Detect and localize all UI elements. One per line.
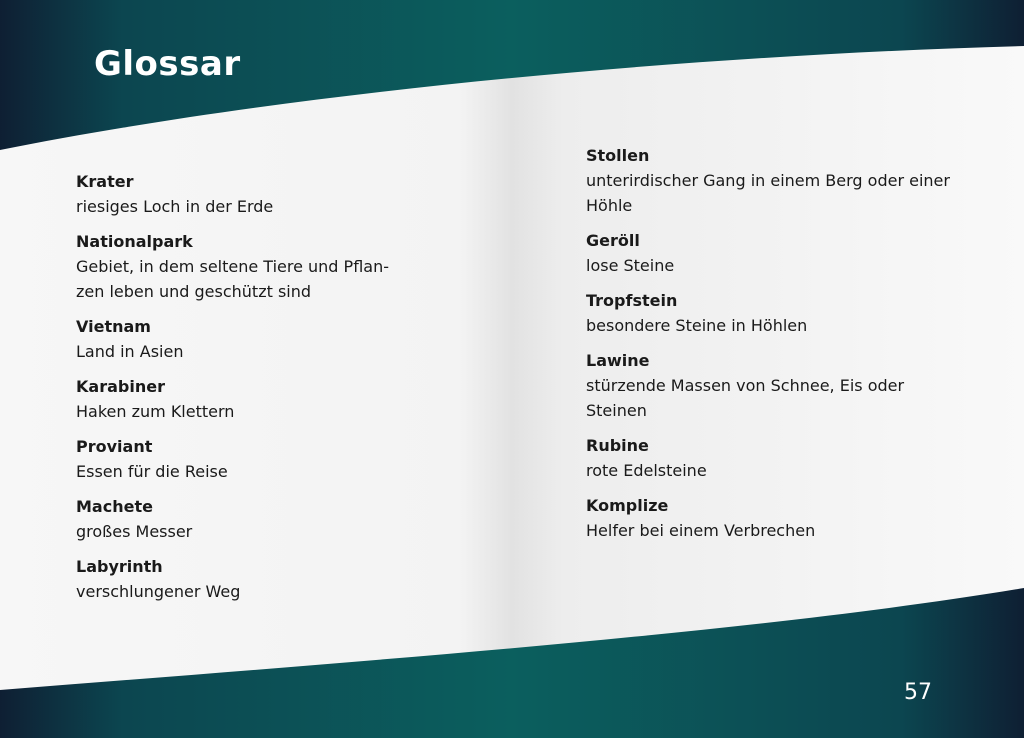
glossary-term: Komplize xyxy=(586,496,669,515)
page-title: Glossar xyxy=(94,44,241,84)
glossary-right-column xyxy=(586,144,986,554)
glossary-definition: Helfer bei einem Verbrechen xyxy=(586,521,816,540)
glossary-term: Proviant xyxy=(76,437,153,456)
glossary-definition: besondere Steine in Höhlen xyxy=(586,316,808,335)
glossary-term: Karabiner xyxy=(76,377,165,396)
glossary-definition: großes Messer xyxy=(76,522,193,541)
glossary-entry xyxy=(76,230,476,304)
glossary-entry xyxy=(586,434,986,483)
glossary-entry xyxy=(76,435,476,484)
glossary-term: Stollen xyxy=(586,146,650,165)
glossary-definition: Gebiet, in dem seltene Tiere und Pflan- zen leben und geschützt sind xyxy=(76,257,389,301)
glossary-term: Vietnam xyxy=(76,317,151,336)
glossary-entry xyxy=(76,555,476,604)
glossary-entry xyxy=(76,375,476,424)
glossary-definition: Haken zum Klettern xyxy=(76,402,235,421)
glossary-definition: riesiges Loch in der Erde xyxy=(76,197,274,216)
glossary-term: Nationalpark xyxy=(76,232,193,251)
glossary-definition: lose Steine xyxy=(586,256,675,275)
glossary-entry xyxy=(76,495,476,544)
glossary-term: Geröll xyxy=(586,231,640,250)
page-number: 57 xyxy=(904,680,932,705)
glossary-term: Machete xyxy=(76,497,153,516)
glossary-definition: Essen für die Reise xyxy=(76,462,228,481)
glossary-entry xyxy=(586,289,986,338)
glossary-definition: rote Edelsteine xyxy=(586,461,707,480)
glossary-entry xyxy=(586,144,986,218)
glossary-entry xyxy=(586,229,986,278)
glossary-entry xyxy=(586,494,986,543)
glossary-term: Tropfstein xyxy=(586,291,678,310)
glossary-definition: verschlungener Weg xyxy=(76,582,241,601)
glossary-term: Krater xyxy=(76,172,134,191)
glossary-entry xyxy=(586,349,986,423)
glossary-term: Lawine xyxy=(586,351,650,370)
glossary-term: Rubine xyxy=(586,436,649,455)
glossary-entry xyxy=(76,315,476,364)
glossary-entry xyxy=(76,170,476,219)
glossary-term: Labyrinth xyxy=(76,557,163,576)
glossary-left-column xyxy=(76,170,476,615)
glossary-definition: unterirdischer Gang in einem Berg oder einer Höhle xyxy=(586,171,950,215)
glossary-definition: stürzende Massen von Schnee, Eis oder Steinen xyxy=(586,376,905,420)
glossary-definition: Land in Asien xyxy=(76,342,184,361)
